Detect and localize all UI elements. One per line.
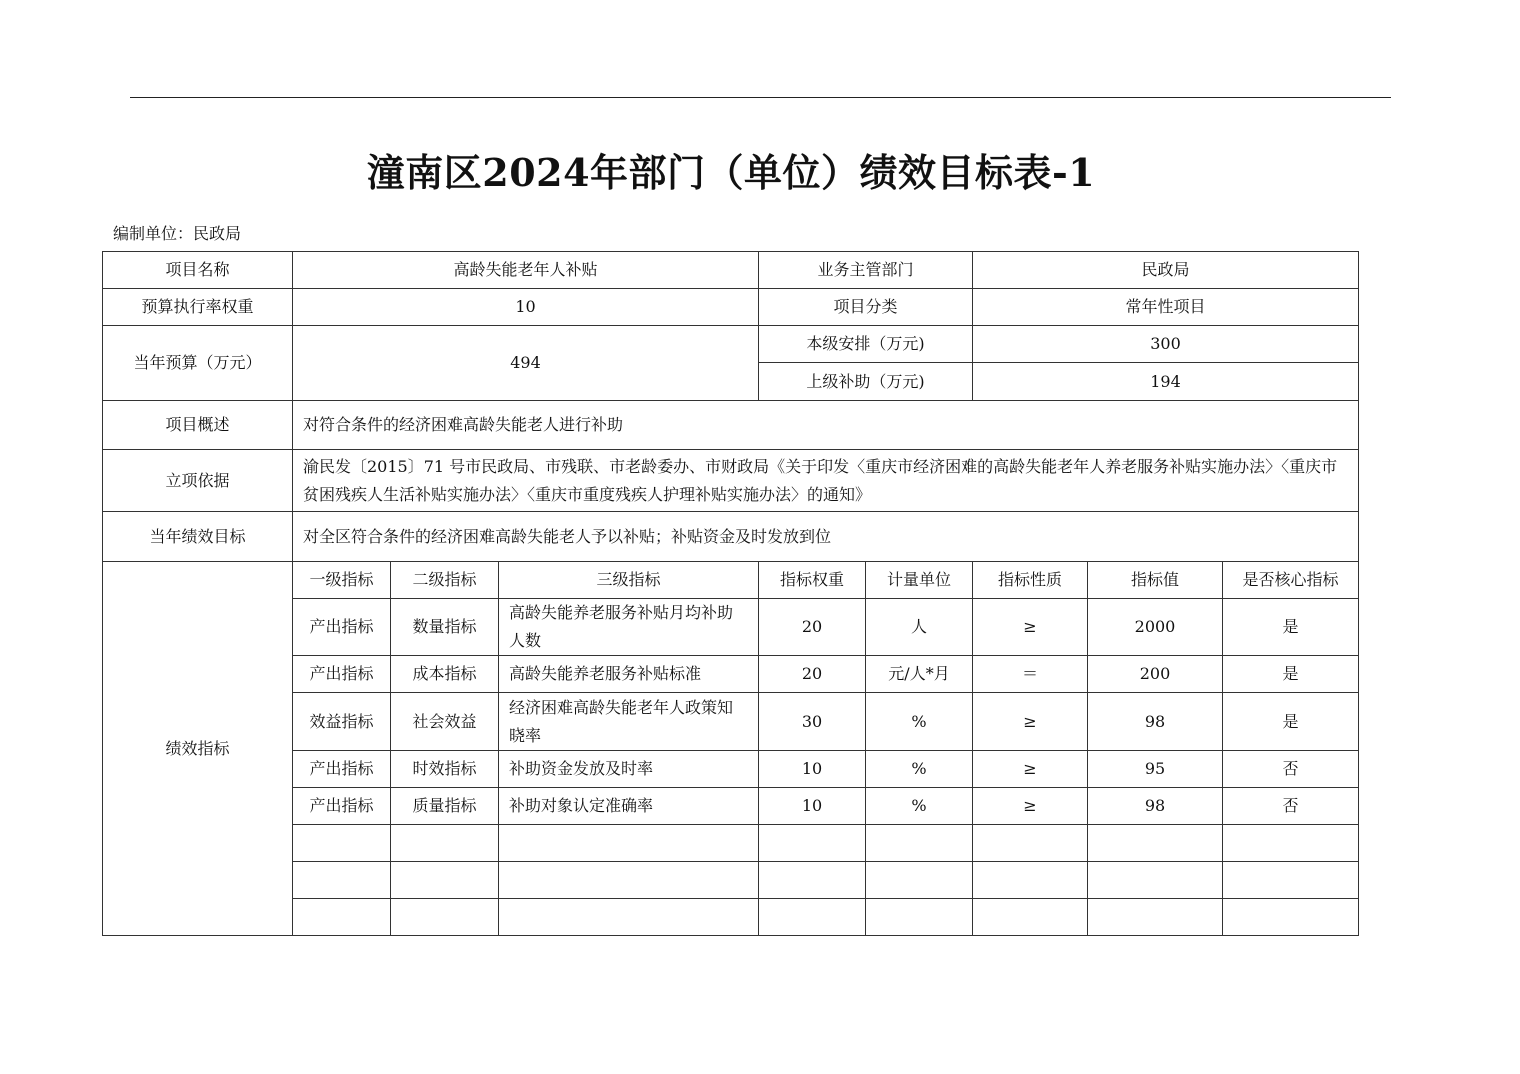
empty-cell <box>391 825 499 862</box>
superior-value: 194 <box>973 363 1359 401</box>
empty-cell <box>1088 862 1223 899</box>
nature-cell: ＝ <box>973 656 1088 693</box>
empty-cell <box>391 899 499 936</box>
empty-cell <box>1223 825 1359 862</box>
empty-cell <box>866 862 973 899</box>
value-cell: 200 <box>1088 656 1223 693</box>
row-budget <box>103 326 1359 363</box>
row-project-name <box>103 252 1359 289</box>
unit-cell: % <box>866 751 973 788</box>
weight-cell: 10 <box>759 788 866 825</box>
weight-cell: 30 <box>759 693 866 751</box>
level2-cell: 时效指标 <box>391 751 499 788</box>
unit-cell: % <box>866 788 973 825</box>
indicator-header-row <box>103 562 1359 599</box>
basis-value: 渝民发〔2015〕71 号市民政局、市残联、市老龄委办、市财政局《关于印发〈重庆市经济困难的高龄失能老年人养老服务补贴实施办法〉〈重庆市贫困残疾人生活补贴实施办法〉〈重庆市重度残疾人护理补贴实施办法〉的通知》 <box>293 450 1359 512</box>
page-title: 潼南区2024年部门（单位）绩效目标表-1 <box>366 150 1096 195</box>
empty-cell <box>973 825 1088 862</box>
goal-label: 当年绩效目标 <box>103 512 293 562</box>
row-goal <box>103 512 1359 562</box>
value-cell: 95 <box>1088 751 1223 788</box>
superior-label: 上级补助（万元) <box>759 363 973 401</box>
core-cell: 是 <box>1223 693 1359 751</box>
dept-label: 业务主管部门 <box>759 252 973 289</box>
empty-cell <box>759 862 866 899</box>
local-value: 300 <box>973 326 1359 363</box>
column-header: 指标权重 <box>759 562 866 599</box>
project-name-value: 高龄失能老年人补贴 <box>293 252 759 289</box>
row-basis <box>103 450 1359 512</box>
level1-cell: 效益指标 <box>293 693 391 751</box>
local-label: 本级安排（万元) <box>759 326 973 363</box>
empty-cell <box>1088 899 1223 936</box>
performance-target-table <box>102 251 1359 936</box>
column-header: 指标性质 <box>973 562 1088 599</box>
level2-cell: 成本指标 <box>391 656 499 693</box>
compiling-unit: 编制单位：民政局 <box>113 224 242 243</box>
level3-cell: 高龄失能养老服务补贴标准 <box>499 656 759 693</box>
value-cell: 98 <box>1088 788 1223 825</box>
weight-value: 10 <box>293 289 759 326</box>
core-cell: 是 <box>1223 656 1359 693</box>
nature-cell: ≥ <box>973 751 1088 788</box>
column-header: 二级指标 <box>391 562 499 599</box>
nature-cell: ≥ <box>973 788 1088 825</box>
column-header: 指标值 <box>1088 562 1223 599</box>
column-header: 计量单位 <box>866 562 973 599</box>
empty-cell <box>973 862 1088 899</box>
unit-cell: % <box>866 693 973 751</box>
core-cell: 否 <box>1223 788 1359 825</box>
level3-cell: 高龄失能养老服务补贴月均补助人数 <box>499 599 759 656</box>
nature-cell: ≥ <box>973 693 1088 751</box>
weight-cell: 20 <box>759 656 866 693</box>
level1-cell: 产出指标 <box>293 788 391 825</box>
empty-cell <box>866 825 973 862</box>
unit-cell: 人 <box>866 599 973 656</box>
basis-label: 立项依据 <box>103 450 293 512</box>
empty-cell <box>1223 862 1359 899</box>
empty-cell <box>293 899 391 936</box>
level2-cell: 社会效益 <box>391 693 499 751</box>
empty-cell <box>293 825 391 862</box>
dept-value: 民政局 <box>973 252 1359 289</box>
core-cell: 是 <box>1223 599 1359 656</box>
nature-cell: ≥ <box>973 599 1088 656</box>
header-rule <box>130 97 1391 98</box>
empty-cell <box>499 899 759 936</box>
empty-cell <box>391 862 499 899</box>
empty-cell <box>866 899 973 936</box>
level3-cell: 补助对象认定准确率 <box>499 788 759 825</box>
budget-label: 当年预算（万元） <box>103 326 293 401</box>
budget-value: 494 <box>293 326 759 401</box>
level3-cell: 补助资金发放及时率 <box>499 751 759 788</box>
unit-cell: 元/人*月 <box>866 656 973 693</box>
weight-label: 预算执行率权重 <box>103 289 293 326</box>
level2-cell: 数量指标 <box>391 599 499 656</box>
core-cell: 否 <box>1223 751 1359 788</box>
empty-cell <box>759 825 866 862</box>
level2-cell: 质量指标 <box>391 788 499 825</box>
level3-cell: 经济困难高龄失能老年人政策知晓率 <box>499 693 759 751</box>
row-overview <box>103 401 1359 450</box>
weight-cell: 10 <box>759 751 866 788</box>
level1-cell: 产出指标 <box>293 751 391 788</box>
category-label: 项目分类 <box>759 289 973 326</box>
empty-cell <box>499 825 759 862</box>
level1-cell: 产出指标 <box>293 599 391 656</box>
column-header: 一级指标 <box>293 562 391 599</box>
level1-cell: 产出指标 <box>293 656 391 693</box>
indicators-label: 绩效指标 <box>103 562 293 936</box>
empty-cell <box>1223 899 1359 936</box>
value-cell: 2000 <box>1088 599 1223 656</box>
value-cell: 98 <box>1088 693 1223 751</box>
empty-cell <box>973 899 1088 936</box>
weight-cell: 20 <box>759 599 866 656</box>
project-name-label: 项目名称 <box>103 252 293 289</box>
empty-cell <box>499 862 759 899</box>
overview-label: 项目概述 <box>103 401 293 450</box>
overview-value: 对符合条件的经济困难高龄失能老人进行补助 <box>293 401 1359 450</box>
empty-cell <box>293 862 391 899</box>
column-header: 三级指标 <box>499 562 759 599</box>
column-header: 是否核心指标 <box>1223 562 1359 599</box>
category-value: 常年性项目 <box>973 289 1359 326</box>
empty-cell <box>759 899 866 936</box>
row-weight <box>103 289 1359 326</box>
goal-value: 对全区符合条件的经济困难高龄失能老人予以补贴；补贴资金及时发放到位 <box>293 512 1359 562</box>
empty-cell <box>1088 825 1223 862</box>
